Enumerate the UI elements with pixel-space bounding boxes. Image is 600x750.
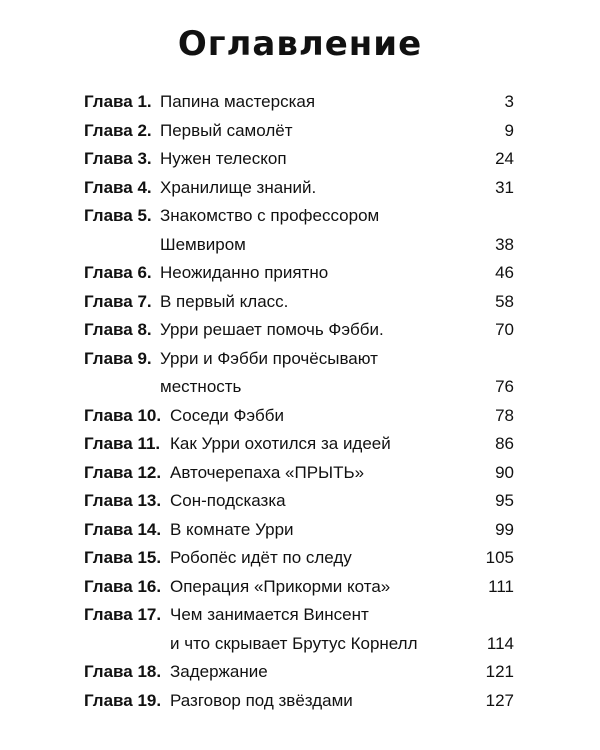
toc-entry bbox=[84, 658, 514, 687]
dot-leader bbox=[331, 262, 492, 279]
page-number: 24 bbox=[495, 149, 514, 168]
chapter-title: В комнате Урри bbox=[170, 519, 294, 539]
chapter-title: и что скрывает Брутус Корнелл bbox=[170, 633, 418, 653]
dot-leader bbox=[295, 120, 501, 137]
chapter-label: Глава 16. bbox=[84, 576, 162, 596]
page-number: 99 bbox=[495, 519, 514, 539]
chapter-title: Разговор под звёздами bbox=[170, 690, 353, 710]
dot-leader bbox=[287, 405, 492, 422]
page-number: 76 bbox=[495, 377, 514, 396]
page-title: Оглавление bbox=[177, 24, 423, 64]
dot-leader bbox=[355, 547, 483, 564]
toc-entry bbox=[84, 88, 514, 117]
dot-leader bbox=[249, 234, 492, 251]
chapter-label: Глава 3. bbox=[84, 149, 152, 168]
dot-leader bbox=[421, 633, 484, 650]
page-number: 86 bbox=[495, 434, 514, 453]
dot-leader bbox=[356, 690, 483, 707]
chapter-label: Глава 6. bbox=[84, 263, 152, 282]
chapter-title: Нужен телескоп bbox=[160, 149, 287, 168]
toc-entry bbox=[84, 259, 514, 288]
page-number: 38 bbox=[495, 234, 514, 254]
toc-entry bbox=[84, 459, 514, 488]
chapter-label: Глава 17. bbox=[84, 605, 162, 624]
toc-entry bbox=[84, 487, 514, 516]
toc-entry bbox=[84, 174, 514, 203]
toc-entry bbox=[84, 202, 514, 259]
toc-entry bbox=[84, 573, 514, 602]
dot-leader bbox=[271, 661, 483, 678]
chapter-title: Первый самолёт bbox=[160, 120, 293, 140]
dot-leader bbox=[297, 519, 493, 536]
dot-leader bbox=[289, 490, 492, 507]
chapter-label: Глава 2. bbox=[84, 120, 152, 140]
chapter-title: Соседи Фэбби bbox=[170, 405, 285, 425]
chapter-label: Глава 15. bbox=[84, 548, 162, 567]
chapter-label: Глава 18. bbox=[84, 662, 162, 681]
page-number: 3 bbox=[504, 92, 514, 111]
chapter-title: Задержание bbox=[170, 662, 268, 681]
chapter-label: Глава 4. bbox=[84, 177, 152, 197]
toc-entry bbox=[84, 430, 514, 459]
chapter-label: Глава 1. bbox=[84, 92, 152, 111]
chapter-label: Глава 14. bbox=[84, 519, 162, 539]
dot-leader bbox=[318, 91, 501, 108]
chapter-title: Сон-подсказка bbox=[170, 491, 286, 510]
dot-leader bbox=[394, 433, 492, 450]
chapter-title: В первый класс. bbox=[160, 291, 289, 311]
dot-leader bbox=[244, 376, 492, 393]
chapter-label: Глава 5. bbox=[84, 206, 152, 225]
toc-entry bbox=[84, 316, 514, 345]
page-number: 105 bbox=[485, 548, 514, 567]
chapter-title: Шемвиром bbox=[160, 234, 246, 254]
chapter-label: Глава 10. bbox=[84, 405, 162, 425]
chapter-label: Глава 11. bbox=[84, 434, 161, 453]
page-number: 114 bbox=[486, 633, 514, 653]
chapter-title: Урри и Фэбби прочёсывают bbox=[160, 348, 378, 368]
chapter-title: Робопёс идёт по следу bbox=[170, 548, 352, 567]
toc-entry bbox=[84, 288, 514, 317]
page-number: 58 bbox=[495, 291, 514, 311]
page-number: 121 bbox=[485, 662, 514, 681]
page-number: 70 bbox=[495, 320, 514, 339]
chapter-label: Глава 8. bbox=[84, 320, 152, 339]
chapter-label: Глава 12. bbox=[84, 462, 162, 482]
chapter-title: Папина мастерская bbox=[160, 92, 316, 111]
chapter-label: Глава 13. bbox=[84, 491, 162, 510]
chapter-title: Операция «Прикорми кота» bbox=[170, 576, 391, 596]
toc-entry bbox=[84, 601, 514, 658]
page-number: 127 bbox=[485, 690, 514, 710]
chapter-label: Глава 19. bbox=[84, 690, 162, 710]
chapter-title: Знакомство с профессором bbox=[160, 206, 380, 225]
dot-leader bbox=[319, 177, 492, 194]
page-number: 46 bbox=[495, 263, 514, 282]
dot-leader bbox=[291, 291, 492, 308]
toc-entry bbox=[84, 516, 514, 545]
page-number: 90 bbox=[495, 462, 514, 482]
toc-entry bbox=[84, 402, 514, 431]
toc-entry bbox=[84, 544, 514, 573]
chapter-title: Авточерепаха «ПРЫТЬ» bbox=[170, 462, 365, 482]
chapter-title: Неожиданно приятно bbox=[160, 263, 329, 282]
chapter-title: Как Урри охотился за идеей bbox=[170, 434, 391, 453]
toc-entry bbox=[84, 687, 514, 716]
page-number: 9 bbox=[504, 120, 514, 140]
chapter-title: Урри решает помочь Фэбби. bbox=[160, 320, 384, 339]
chapter-label: Глава 9. bbox=[84, 348, 152, 368]
dot-leader bbox=[393, 576, 485, 593]
dot-leader bbox=[367, 462, 492, 479]
toc-entry bbox=[84, 117, 514, 146]
dot-leader bbox=[387, 319, 492, 336]
page-number: 111 bbox=[488, 576, 514, 596]
page-number: 78 bbox=[495, 405, 514, 425]
chapter-title: местность bbox=[160, 377, 242, 396]
chapter-title: Хранилище знаний. bbox=[160, 177, 317, 197]
toc-entry bbox=[84, 145, 514, 174]
dot-leader bbox=[290, 148, 493, 165]
page-number: 95 bbox=[495, 491, 514, 510]
page-number: 31 bbox=[495, 177, 514, 197]
chapter-title: Чем занимается Винсент bbox=[170, 605, 369, 624]
table-of-contents bbox=[84, 88, 514, 715]
toc-entry bbox=[84, 345, 514, 402]
chapter-label: Глава 7. bbox=[84, 291, 152, 311]
